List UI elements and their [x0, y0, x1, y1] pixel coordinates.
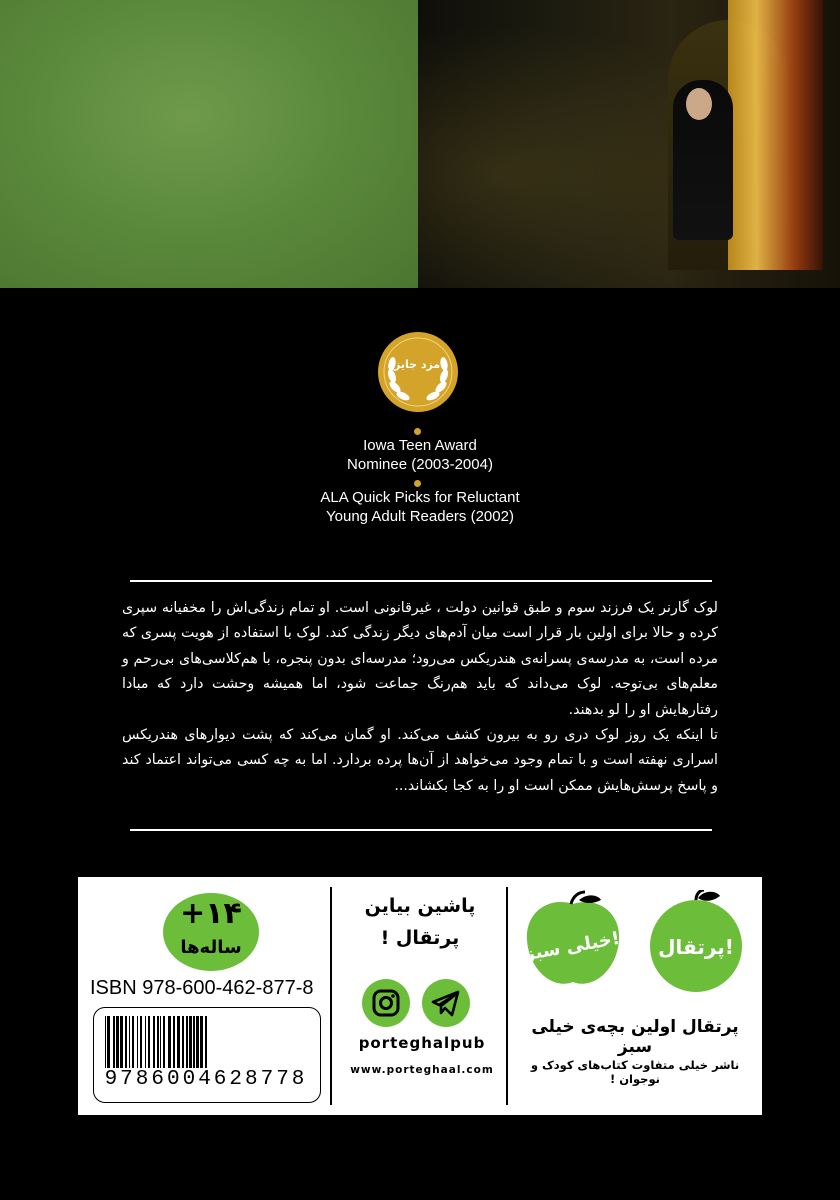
barcode-bar: [168, 1016, 171, 1068]
porteghaal-logo: [640, 890, 752, 994]
barcode-bar: [177, 1016, 180, 1068]
barcode-bars: [103, 1016, 309, 1068]
website-link[interactable]: www.porteghaal.com: [350, 1064, 494, 1076]
telegram-icon[interactable]: [421, 978, 471, 1028]
barcode-bar: [173, 1016, 175, 1068]
social-handle: porteghalpub: [358, 1034, 486, 1052]
barcode-bar: [186, 1016, 188, 1068]
barcode-bar: [140, 1016, 142, 1068]
barcode-bar: [105, 1016, 106, 1068]
barcode-bar: [193, 1016, 195, 1068]
isbn-text: ISBN 978-600-462-877-8: [90, 977, 314, 999]
barcode-bar: [163, 1016, 165, 1068]
follow-heading-line2: پرتقال !: [380, 927, 460, 949]
barcode-bar: [182, 1016, 184, 1068]
barcode-bar: [129, 1016, 130, 1068]
age-rating-label: ساله‌ها: [180, 937, 242, 958]
panel-divider: [330, 887, 332, 1105]
barcode-bar: [120, 1016, 123, 1068]
age-rating-number: +۱۴: [180, 896, 242, 931]
follow-heading-line1: پاشین بیاین: [364, 895, 476, 917]
publisher-slogan: پرتقال اولین بچه‌ی خیلی سبز: [531, 1017, 739, 1057]
panel-divider: [506, 887, 508, 1105]
barcode-bar: [153, 1016, 155, 1068]
kheili-sabz-logo-text: خیلی سبز!: [522, 927, 622, 966]
kheili-sabz-logo: [519, 890, 627, 994]
bottom-divider: [130, 829, 712, 831]
barcode-number: 9786004628778: [104, 1068, 308, 1091]
award-1-line1: Iowa Teen Award: [363, 437, 477, 454]
award-laurel-seal-icon: [376, 330, 460, 414]
barcode-bar: [200, 1016, 203, 1068]
top-divider: [130, 580, 712, 582]
synopsis-paragraph-1: لوک گارنر یک فرزند سوم و طبق قوانین دولت ، غیرقانونی است. او تمام زندگی‌اش را مخفیانه سپری کرده و حالا برای اولین بار قرار است میان آدم‌های دیگر زندگی کند. لوک با استفاده از هویت پسری که مرده است، به مدرسه‌ی پسرانه‌ی هندریکس می‌رود؛ مدرسه‌ای بدون پنجره، با هم‌کلاسی‌های بی‌رحم و معلم‌های بی‌توجه. لوک می‌داند که باید هم‌رنگ جماعت شود، اما همیشه وحشت دارد که مبادا رفتارهایش او را لو بدهند.: [122, 600, 718, 718]
barcode-bar: [148, 1016, 150, 1068]
instagram-icon[interactable]: [361, 978, 411, 1028]
book-synopsis: [122, 596, 718, 799]
bullet-dot: [414, 428, 421, 435]
barcode-bar: [132, 1016, 134, 1068]
barcode-bar: [160, 1016, 161, 1068]
barcode-bar: [125, 1016, 127, 1068]
barcode-bar: [116, 1016, 119, 1068]
synopsis-paragraph-2: تا اینکه یک روز لوک دری رو به بیرون کشف می‌کند. او گمان می‌کند که پشت دیوارهای هندریکس اسراری نهفته است و با تمام وجود می‌خواهد از آن‌ها پرده بردارد. اما به چه کسی می‌تواند اعتماد کند و پاسخ پرسش‌هایش ممکن است او را به کجا بکشاند...: [122, 727, 718, 794]
barcode-bar: [189, 1016, 192, 1068]
barcode-bar: [205, 1016, 207, 1068]
cover-artwork-green-panel: [0, 0, 418, 288]
award-2-line1: ALA Quick Picks for Reluctant: [320, 489, 520, 506]
barcode-bar: [145, 1016, 146, 1068]
barcode-bar: [107, 1016, 110, 1068]
porteghaal-logo-text: پرتقال!: [658, 935, 734, 959]
cover-photo: [418, 0, 840, 288]
publisher-tagline: ناشر خیلی متفاوت کتاب‌های کودک و نوجوان !: [530, 1058, 740, 1086]
follow-heading: [340, 890, 500, 954]
barcode-bar: [196, 1016, 199, 1068]
barcode-bar: [113, 1016, 115, 1068]
award-1-line2: Nominee (2003-2004): [347, 456, 493, 473]
award-2-line2: Young Adult Readers (2002): [326, 508, 514, 525]
bullet-dot: [414, 480, 421, 487]
award-seal-label: نامزد جایزه: [387, 358, 449, 371]
barcode-bar: [157, 1016, 159, 1068]
barcode-bar: [137, 1016, 138, 1068]
